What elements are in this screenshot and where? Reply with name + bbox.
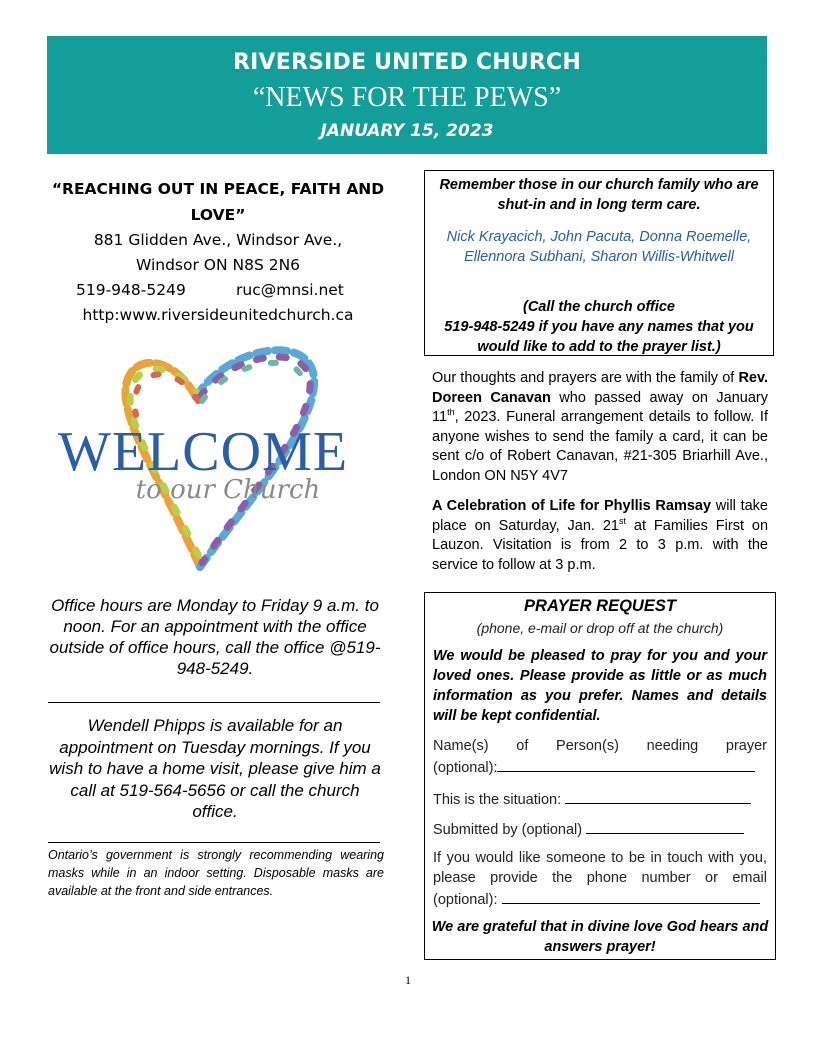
page-number: 1 xyxy=(405,973,411,987)
divider xyxy=(48,842,380,843)
header-banner xyxy=(47,36,767,154)
phone-number: 519-948-5249 xyxy=(76,281,186,299)
ordinal-suffix: st xyxy=(618,515,626,526)
welcome-heart-graphic xyxy=(18,335,388,575)
celebration-of-life-notice xyxy=(432,497,768,575)
news-text: Our thoughts and prayers are with the family of xyxy=(432,370,739,386)
situation-label: This is the situation: xyxy=(433,792,562,808)
prayer-request-intro: We would be pleased to pray for you and your loved ones. Please provide as little or as much information as you prefer. Names and details will be kept confidential. xyxy=(433,648,767,724)
newsletter-title: “NEWS FOR THE PEWS” xyxy=(252,82,562,113)
church-motto: “REACHING OUT IN PEACE, FAITH AND LOVE” xyxy=(51,180,385,224)
contact-request-label: If you would like someone to be in touch with you, please provide the phone number or email (optional): xyxy=(433,850,767,908)
welcome-tagline: to our Church xyxy=(135,475,321,505)
ordinal-suffix: th xyxy=(447,407,455,418)
condolence-notice xyxy=(432,369,768,486)
deceased-name: Rev. Doreen Canavan xyxy=(432,370,768,406)
divider xyxy=(48,702,380,703)
shut-in-call-note xyxy=(425,297,773,357)
prayer-request-subtitle: (phone, e-mail or drop off at the church) xyxy=(476,620,724,636)
call-line-1: (Call the church office xyxy=(522,299,675,315)
situation-blank-field[interactable] xyxy=(565,788,751,804)
website-link[interactable]: http:www.riversideunitedchurch.ca xyxy=(82,306,354,324)
news-text: who passed away on January 11 xyxy=(432,389,768,425)
names-blank-field[interactable] xyxy=(497,756,755,772)
address-line-2: Windsor ON N8S 2N6 xyxy=(135,256,301,274)
event-title: A Celebration of Life for Phyllis Ramsay xyxy=(432,498,712,514)
welcome-word: WELCOME xyxy=(57,421,349,483)
shut-in-box xyxy=(424,170,774,356)
names-label: Name(s) of Person(s) needing prayer xyxy=(433,738,767,754)
submitted-by-blank-field[interactable] xyxy=(586,818,744,834)
submitted-by-label: Submitted by (optional) xyxy=(433,822,583,838)
contact-blank-field[interactable] xyxy=(502,888,760,904)
optional-label: (optional): xyxy=(433,760,498,776)
prayer-request-form xyxy=(424,592,776,960)
news-text: will take place on Saturday, Jan. 21 xyxy=(432,498,768,534)
email-address[interactable]: ruc@mnsi.net xyxy=(236,281,344,299)
names-field-row xyxy=(433,756,767,778)
shut-in-names: Nick Krayacich, John Pacuta, Donna Roemelle, Ellennora Subhani, Sharon Willis-Whitwell xyxy=(446,229,752,265)
office-hours: Office hours are Monday to Friday 9 a.m. to noon. For an appointment with the office outside of office hours, call the office @519-948-5249. xyxy=(49,596,381,678)
prayer-closing: We are grateful that in divine love God hears and answers prayer! xyxy=(431,919,769,955)
address-line-1: 881 Glidden Ave., Windsor Ave., xyxy=(93,231,343,249)
mask-notice: Ontario’s government is strongly recommending wearing masks while in an indoor setting. Disposable masks are available at the front and side entrances. xyxy=(48,848,384,898)
prayer-request-title: PRAYER REQUEST xyxy=(524,597,676,615)
submitted-by-row xyxy=(433,818,767,840)
call-line-2: 519-948-5249 if you have any names that you would like to add to the prayer list.) xyxy=(444,319,754,355)
shut-in-heading: Remember those in our church family who are shut-in and in long term care. xyxy=(439,177,759,213)
pastoral-visit-note: Wendell Phipps is available for an appointment on Tuesday mornings. If you wish to have a home visit, please give him a call at 519-564-5656 or call the church office. xyxy=(49,716,381,821)
church-name: RIVERSIDE UNITED CHURCH xyxy=(232,50,582,75)
news-text: , 2023. Funeral arrangement details to follow. If anyone wishes to send the family a card, it can be sent c/o of Robert Canavan, #21-305 Briarhill Ave., London ON N5Y 4V7 xyxy=(432,409,768,484)
contact-request-row xyxy=(433,848,767,910)
situation-row xyxy=(433,788,767,810)
newsletter-date: JANUARY 15, 2023 xyxy=(320,121,494,141)
news-text: at Families First on Lauzon. Visitation is from 2 to 3 p.m. with the service to follow at 3 p.m. xyxy=(432,517,769,573)
